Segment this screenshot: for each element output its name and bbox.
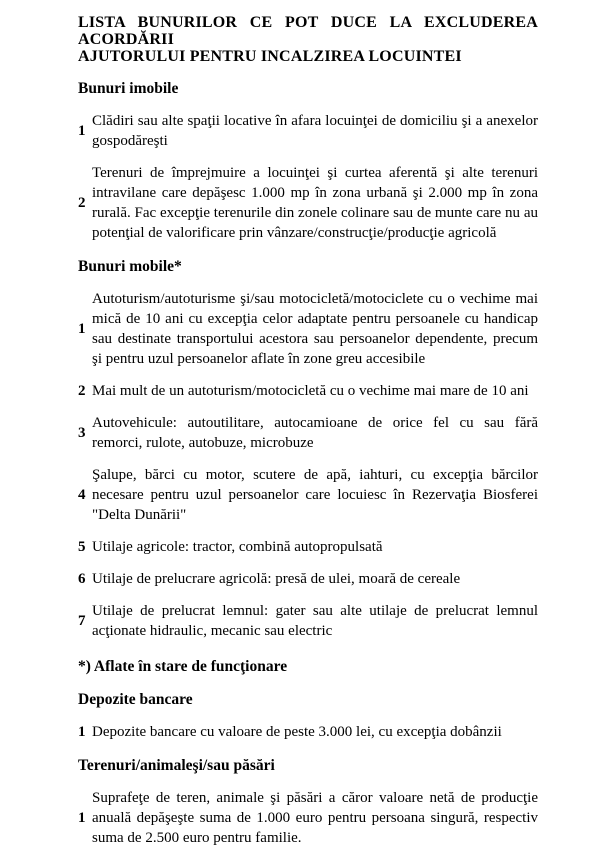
item-text: Autovehicule: autoutilitare, autocamioane de orice fel cu sau fără remorci, rulote, autobuze, microbuze (92, 415, 538, 451)
page-title-line2: AJUTORULUI PENTRU INCALZIREA LOCUINTEI (78, 48, 462, 65)
list-item (78, 413, 538, 453)
section-heading-bunuri-mobile: Bunuri mobile* (78, 258, 182, 275)
item-number: 3 (78, 425, 86, 441)
footnote: *) Aflate în stare de funcţionare (78, 658, 288, 675)
item-number: 4 (78, 487, 86, 503)
section-heading-depozite-bancare: Depozite bancare (78, 691, 193, 708)
item-text: Utilaje agricole: tractor, combină autopropulsată (92, 539, 383, 555)
item-number: 5 (78, 539, 86, 555)
item-number: 7 (78, 613, 86, 629)
item-number: 2 (78, 195, 86, 211)
page-title-line1: LISTA BUNURILOR CE POT DUCE LA EXCLUDEREA ACORDĂRII (78, 14, 538, 48)
item-text: Depozite bancare cu valoare de peste 3.000 lei, cu excepţia dobânzii (92, 724, 502, 740)
item-number: 1 (78, 123, 86, 139)
list-item (78, 381, 538, 401)
item-number: 1 (78, 810, 86, 826)
list-item (78, 601, 538, 641)
item-text: Suprafeţe de teren, animale şi păsări a căror valoare netă de producţie anuală depăşeşte suma de 1.000 euro pentru persoana singură, respectiv suma de 2.500 euro pentru familie. (92, 790, 538, 846)
item-number: 2 (78, 383, 86, 399)
item-text: Mai mult de un autoturism/motocicletă cu o vechime mai mare de 10 ani (92, 383, 529, 399)
section-heading-bunuri-imobile: Bunuri imobile (78, 80, 179, 97)
section-heading-terenuri-animale-pasari: Terenuri/animaleşi/sau păsări (78, 757, 275, 774)
item-text: Terenuri de împrejmuire a locuinţei şi curtea aferentă şi alte terenuri intravilane care depăşesc 1.000 mp în zona urbană şi 2.000 mp în zona rurală. Fac excepţie terenurile din zonele colinare sau de munte care nu au potenţial de valorificare prin vânzare/construcţie/producţie agricolă (92, 165, 538, 241)
list-item (78, 722, 538, 742)
item-text: Autoturism/autoturisme şi/sau motocicletă/motociclete cu o vechime mai mică de 10 ani cu excepţia celor adaptate pentru persoanele cu handicap sau destinate transportului acestora sau persoanelor dependente, precum şi pentru uzul persoanelor aflate în zone greu accesibile (92, 291, 538, 367)
list-item (78, 537, 538, 557)
list-item (78, 163, 538, 243)
item-number: 1 (78, 321, 86, 337)
item-number: 1 (78, 724, 86, 740)
item-text: Utilaje de prelucrare agricolă: presă de ulei, moară de cereale (92, 571, 461, 587)
page-title (78, 14, 538, 65)
item-text: Şalupe, bărci cu motor, scutere de apă, iahturi, cu excepţia bărcilor necesare pentru uzul persoanelor care locuiesc în Rezervaţia Biosferei "Delta Dunării" (92, 467, 538, 523)
item-number: 6 (78, 571, 86, 587)
item-text: Clădiri sau alte spaţii locative în afara locuinţei de domiciliu şi a anexelor gospodăreşti (92, 113, 538, 149)
list-item (78, 111, 538, 151)
item-text: Utilaje de prelucrat lemnul: gater sau alte utilaje de prelucrat lemnul acţionate hidraulic, mecanic sau electric (92, 603, 538, 639)
list-item (78, 289, 538, 369)
list-item (78, 569, 538, 589)
list-item (78, 788, 538, 848)
list-item (78, 465, 538, 525)
